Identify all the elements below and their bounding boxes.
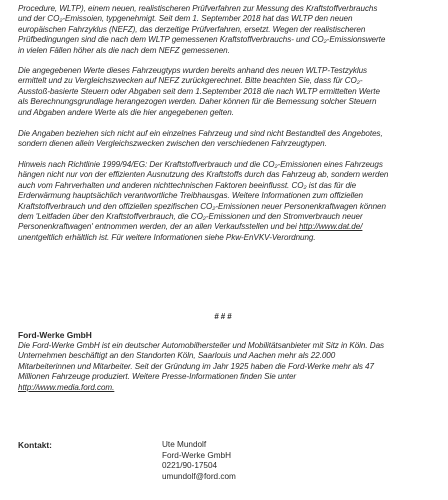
- text-line: Ausstoß-basierte Steuern oder Abgaben seit dem 1.September 2018 die nach WLTP ermittelten Werte: [18, 86, 380, 96]
- company-paragraph: [18, 341, 436, 393]
- text-line: Mitarbeiterinnen und Mitarbeiter. Seit der Gründung im Jahr 1925 haben die Ford-Werke mehr als 47: [18, 361, 374, 371]
- text-line: unentgeltlich erhältlich ist. Für weitere Informationen siehe Pkw-EnVKV-Verordnung.: [18, 232, 316, 242]
- text-line: sondern dienen allein Vergleichszwecken zwischen den verschiedenen Fahrzeugtypen.: [18, 139, 327, 149]
- media-link[interactable]: http://www.media.ford.com.: [18, 382, 115, 392]
- text-line: auch vom Fahrverhalten und anderen nichttechnischen Faktoren beeinflusst. CO₂ ist das für die: [18, 180, 357, 190]
- text-line: Die angegebenen Werte dieses Fahrzeugtyps wurden bereits anhand des neuen WLTP-Testzyklus: [18, 66, 368, 75]
- contact-email[interactable]: umundolf@ford.com: [162, 471, 236, 481]
- text-line: Kraftstoffverbrauch und den offiziellen spezifischen CO₂-Emissionen neuer Personenkraftwagen können: [18, 201, 386, 211]
- text-line: Die Ford-Werke GmbH ist ein deutscher Automobilhersteller und Mobilitätsanbieter mit Sitz in Köln. Das: [18, 341, 385, 350]
- text-line: europäischen Fahrzyklus (NEFZ), das derzeitige Prüfverfahren, ersetzt. Wegen der realistischeren: [18, 24, 366, 34]
- text-line: Die Angaben beziehen sich nicht auf ein einzelnes Fahrzeug und sind nicht Bestandteil des Angebotes,: [18, 129, 383, 138]
- nefz-values-paragraph: [18, 66, 436, 118]
- company-heading: Ford-Werke GmbH: [18, 330, 92, 340]
- contact-company: Ford-Werke GmbH: [162, 450, 231, 460]
- text-line: Erderwärmung hauptsächlich verantwortliche Treibhausgas. Weitere Informationen zum offiziellen: [18, 191, 363, 201]
- text-line: Millionen Fahrzeuge produziert. Weitere Presse-Informationen finden Sie unter: [18, 372, 297, 382]
- directive-paragraph: [18, 160, 436, 243]
- contact-details: [162, 440, 236, 482]
- wltp-paragraph: [18, 4, 436, 56]
- disclaimer-paragraph: [18, 129, 436, 150]
- text-line: [18, 222, 436, 232]
- text-line: Hinweis nach Richtlinie 1999/94/EG: Der Kraftstoffverbrauch und die CO₂-Emissionen eines Fahrzeugs: [18, 160, 383, 169]
- text-line: Procedure, WLTP), einem neuen, realistischeren Prüfverfahren zur Messung des Kraftstoffverbrauchs: [18, 4, 378, 13]
- text-line: hängen nicht nur von der effizienten Ausnutzung des Kraftstoffs durch das Fahrzeug ab, sondern werden: [18, 170, 389, 180]
- text-line: ermittelt und zu Vergleichszwecken auf NEFZ zurückgerechnet. Bitte beachten Sie, dass für CO₂-: [18, 76, 363, 86]
- section-separator: ###: [214, 312, 234, 321]
- text-segment: Personenkraftwagen' entnommen werden, der an allen Verkaufsstellen und bei: [18, 222, 297, 232]
- text-line: und Abgaben andere Werte als die hier angegebenen gelten.: [18, 107, 234, 117]
- text-line: als Berechnungsgrundlage herangezogen werden. Daher können für die Bemessung solcher Steuern: [18, 97, 377, 107]
- text-line: und der CO₂-Emissoien, typgenehmigt. Seit dem 1. September 2018 hat das WLTP den neuen: [18, 14, 353, 24]
- dat-link[interactable]: http://www.dat.de/: [298, 222, 363, 232]
- text-line: Prüfbedingungen sind die nach dem WLTP gemessenen Kraftstoffverbrauchs- und CO₂-Emissionswerte: [18, 35, 386, 45]
- contact-phone: 0221/90-17504: [162, 461, 218, 471]
- text-line: Unternehmen beschäftigt an den Standorten Köln, Saarlouis und Aachen mehr als 22.000: [18, 351, 336, 361]
- contact-name: Ute Mundolf: [162, 440, 207, 449]
- text-line: dem 'Leitfaden über den Kraftstoffverbrauch, die CO₂-Emissionen und den Stromverbrauch neuer: [18, 212, 363, 222]
- text-line: in vielen Fällen höher als die nach dem NEFZ gemessenen.: [18, 45, 230, 55]
- contact-label: Kontakt:: [18, 440, 52, 450]
